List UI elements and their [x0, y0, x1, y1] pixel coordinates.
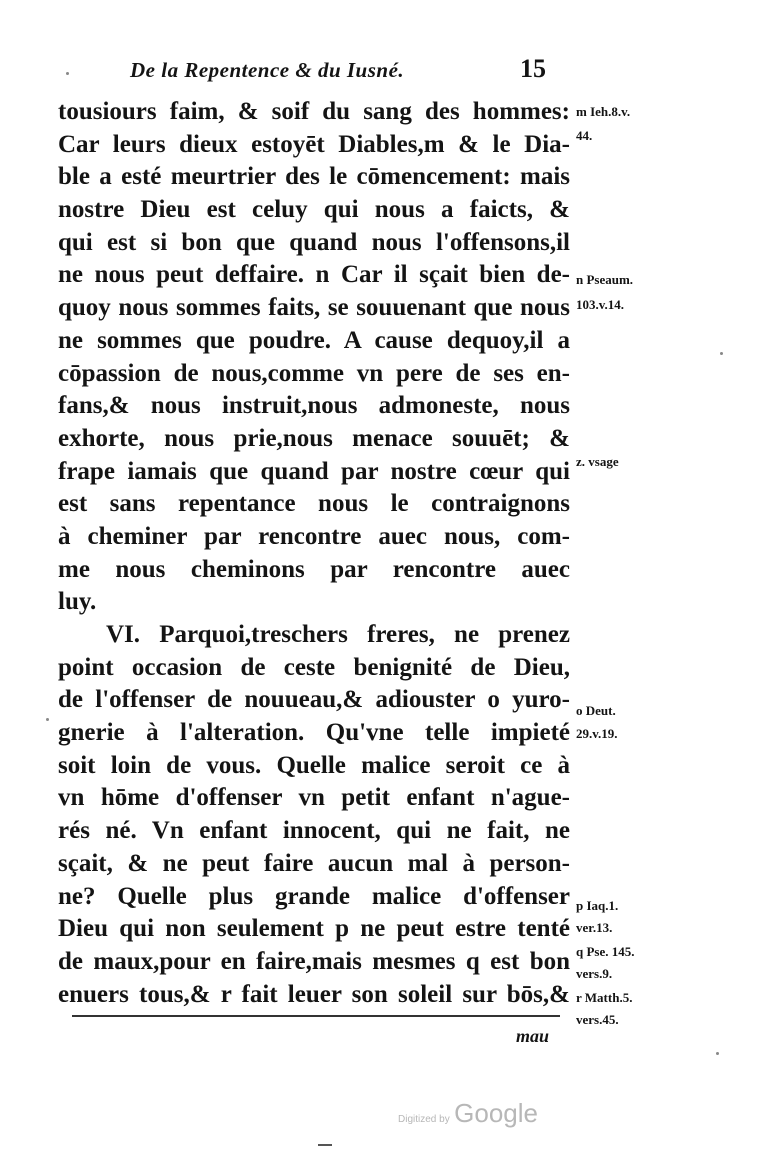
margin-note: m Ieh.8.v.: [576, 104, 631, 119]
print-speck: [46, 718, 49, 721]
margin-note: 29.v.19.: [576, 726, 618, 741]
print-speck: [720, 352, 723, 355]
margin-note: r Matth.5.: [576, 990, 633, 1005]
text-line: fans,& nous instruit,nous admoneste, nous: [58, 392, 570, 420]
text-line: VI. Parquoi,treschers freres, ne prenez: [106, 621, 570, 648]
text-line: luy.: [58, 588, 97, 616]
text-line: sçait, & ne peut faire aucun mal à person-: [58, 849, 570, 877]
print-speck: [716, 1052, 719, 1055]
text-line: ne sommes que poudre. A cause dequoy,il a: [58, 326, 570, 354]
text-line: cōpassion de nous,comme vn pere de ses en-: [58, 359, 570, 387]
page-header: [130, 54, 570, 92]
page-number: 15: [520, 54, 546, 83]
text-line: Dieu qui non seulement p ne peut estre tenté: [58, 915, 570, 943]
text-line: ne nous peut deffaire. n Car il sçait bien de-: [58, 261, 570, 289]
brand-logo-text: Google: [454, 1098, 538, 1128]
margin-note: z. vsage: [576, 454, 619, 469]
text-line: ble a esté meurtrier des le cōmencement: mais: [58, 163, 570, 191]
catchword: mau: [516, 1026, 550, 1046]
digitized-prefix: Digitized by: [398, 1114, 450, 1125]
text-line: tousiours faim, & soif du sang des hommes:: [58, 98, 570, 125]
margin-note: ver.13.: [576, 920, 613, 935]
digitized-watermark: [398, 1098, 538, 1129]
margin-note: o Deut.: [576, 703, 616, 718]
text-line: ne? Quelle plus grande malice d'offenser: [58, 882, 570, 910]
underline-rule: [72, 1015, 560, 1017]
running-head: De la Repentence & du Iusné.: [130, 58, 405, 82]
text-line: nostre Dieu est celuy qui nous a faicts, &: [58, 196, 570, 224]
text-line: Car leurs dieux estoyēt Diables,m & le Dia-: [58, 130, 570, 158]
margin-note: vers.45.: [576, 1012, 619, 1027]
text-line: exhorte, nous prie,nous menace souuēt; &: [58, 424, 570, 452]
text-line: enuers tous,& r fait leuer son soleil sur bōs,&: [58, 980, 570, 1008]
margin-note: p Iaq.1.: [576, 898, 619, 913]
margin-note: 103.v.14.: [576, 297, 625, 312]
text-line: frape iamais que quand par nostre cœur qui: [58, 457, 570, 485]
text-line: de l'offenser de nouueau,& adiouster o yuro-: [58, 686, 570, 714]
text-line: rés né. Vn enfant innocent, qui ne fait, ne: [58, 817, 570, 845]
text-line: de maux,pour en faire,mais mesmes q est bon: [58, 947, 570, 975]
margin-note: q Pse. 145.: [576, 944, 635, 959]
print-speck: [66, 72, 69, 75]
text-line: vn hōme d'offenser vn petit enfant n'ague-: [58, 784, 570, 812]
text-line: qui est si bon que quand nous l'offensons,il: [58, 228, 570, 256]
text-line: est sans repentance nous le contraignons: [58, 490, 570, 518]
text-line: à cheminer par rencontre auec nous, com-: [58, 522, 570, 550]
margin-note: 44.: [576, 128, 593, 143]
margin-note: vers.9.: [576, 966, 613, 981]
text-line: gnerie à l'alteration. Qu'vne telle impieté: [58, 719, 570, 747]
text-line: point occasion de ceste benignité de Dieu,: [58, 653, 570, 681]
text-line: me nous cheminons par rencontre auec: [58, 555, 570, 583]
text-line: soit loin de vous. Quelle malice seroit ce à: [58, 751, 570, 779]
text-line: quoy nous sommes faits, se souuenant que nous: [58, 294, 570, 322]
margin-note: n Pseaum.: [576, 272, 634, 287]
body-text: [58, 96, 570, 1011]
bottom-mark: [318, 1144, 332, 1146]
